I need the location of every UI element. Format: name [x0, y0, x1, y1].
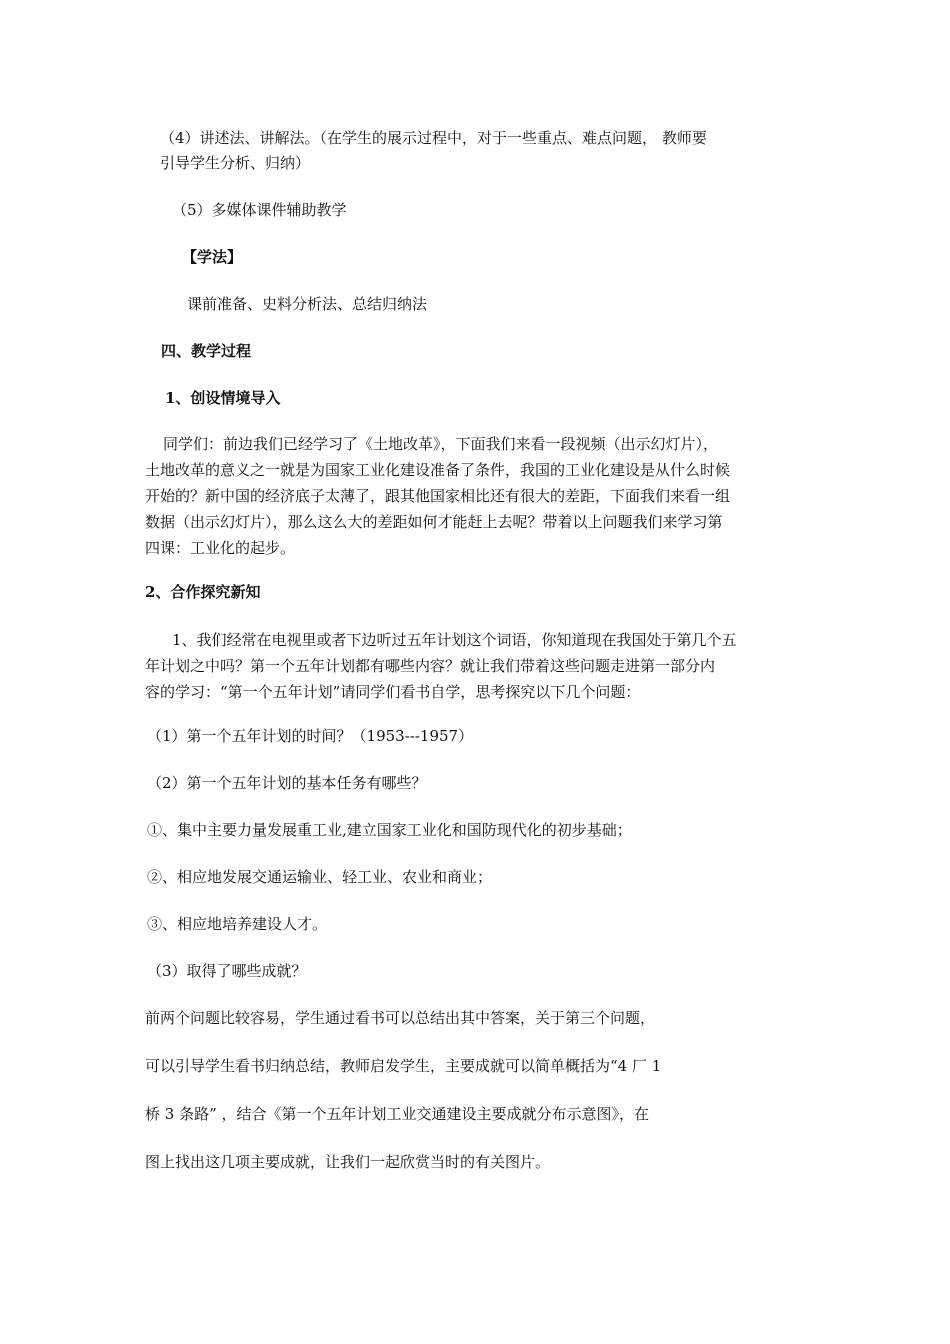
step-1-line-4: 数据（出示幻灯片），那么这么大的差距如何才能赶上去呢？带着以上问题我们来学习第	[145, 513, 723, 531]
task-2: ②、相应地发展交通运输业、轻工业、农业和商业；	[147, 868, 493, 886]
method-item-5: （5）多媒体课件辅助教学	[172, 201, 347, 219]
step-1-heading: 1、创设情境导入	[165, 389, 281, 407]
closing-line-2: 可以引导学生看书归纳总结，教师启发学生，主要成就可以简单概括为“4 厂 1	[145, 1057, 662, 1075]
study-method-heading: 【学法】	[182, 248, 243, 266]
step-1-line-1: 同学们：前边我们已经学习了《土地改革》，下面我们来看一段视频（出示幻灯片），	[163, 435, 719, 453]
method-item-4-line-1: （4）讲述法、讲解法。（在学生的展示过程中，对于一些重点、难点问题， 教师要	[160, 129, 707, 147]
step-2-intro-line-1: 1、我们经常在电视里或者下边听过五年计划这个词语，你知道现在我国处于第几个五	[172, 631, 737, 649]
step-2-heading: 2、合作探究新知	[145, 583, 261, 601]
question-3: （3）取得了哪些成就？	[147, 962, 307, 980]
section-4-heading: 四、教学过程	[161, 342, 252, 360]
task-1: ①、集中主要力量发展重工业,建立国家工业化和国防现代化的初步基础；	[147, 821, 632, 839]
task-3: ③、相应地培养建设人才。	[147, 915, 328, 933]
question-1: （1）第一个五年计划的时间？（1953---1957）	[147, 727, 474, 745]
step-1-paragraph	[145, 431, 730, 561]
closing-line-1: 前两个问题比较容易，学生通过看书可以总结出其中答案，关于第三个问题，	[145, 1009, 656, 1027]
step-2-intro-line-2: 年计划之中吗？第一个五年计划都有哪些内容？就让我们带着这些问题走进第一部分内	[145, 657, 716, 675]
study-method-content: 课前准备、史料分析法、总结归纳法	[187, 295, 428, 313]
step-1-line-3: 开始的？新中国的经济底子太薄了，跟其他国家相比还有很大的差距，下面我们来看一组	[145, 487, 731, 505]
step-2-intro-line-3: 容的学习：“第一个五年计划”请同学们看书自学，思考探究以下几个问题：	[145, 683, 641, 701]
step-1-line-2: 土地改革的意义之一就是为国家工业化建设准备了条件，我国的工业化建设是从什么时候	[145, 461, 731, 479]
step-2-intro-paragraph	[145, 627, 737, 705]
closing-line-3: 桥 3 条路” ，结合《第一个五年计划工业交通建设主要成就分布示意图》，在	[145, 1105, 650, 1123]
closing-line-4: 图上找出这几项主要成就，让我们一起欣赏当时的有关图片。	[145, 1153, 551, 1171]
step-1-line-5: 四课：工业化的起步。	[145, 539, 296, 557]
method-item-4-line-2: 引导学生分析、归纳）	[160, 154, 311, 172]
question-2: （2）第一个五年计划的基本任务有哪些？	[147, 774, 427, 792]
